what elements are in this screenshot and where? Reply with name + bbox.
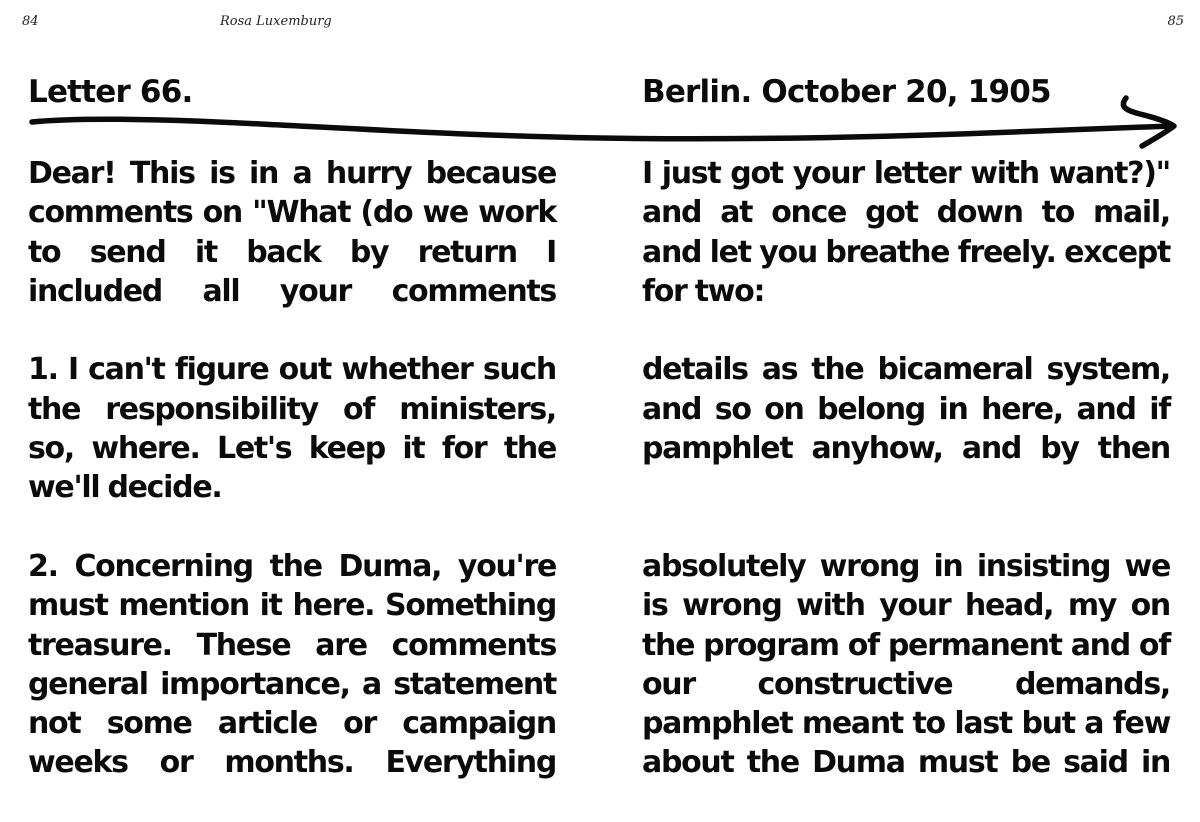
left-paragraph-3: 2. Concerning the Duma, you're must mention it here. Something treasure. These are comments general importance, a statement not some article or campaign weeks or months. Everything [28,548,556,781]
letter-date-heading: Berlin. October 20, 1905 [642,74,1051,110]
hand-drawn-arrow-icon [0,88,1200,158]
running-head-title: Rosa Luxemburg [220,14,332,29]
left-page-number: 84 [22,14,39,29]
left-paragraph-1: Dear! This is in a hurry because comments on "What (do we work to send it back by return I included all your comments [28,156,556,309]
right-page-body [642,154,1170,822]
right-paragraph-2: details as the bicameral system, and so on belong in here, and if pamphlet anyhow, and by then [642,352,1170,467]
left-page-body [28,154,556,822]
left-paragraph-2: 1. I can't figure out whether such the responsibility of ministers, so, where. Let's keep it for the we'll decide. [28,352,556,506]
letter-number-heading: Letter 66. [28,74,193,110]
right-page-number: 85 [1167,14,1184,29]
right-paragraph-3: absolutely wrong in insisting we is wrong with your head, my on the program of permanent and of our constructive demands, pamphlet meant to last but a few about the Duma must be said in [642,548,1170,781]
right-paragraph-1: I just got your letter with want?)" and at once got down to mail, and let you breathe freely. except for two: [642,156,1170,309]
